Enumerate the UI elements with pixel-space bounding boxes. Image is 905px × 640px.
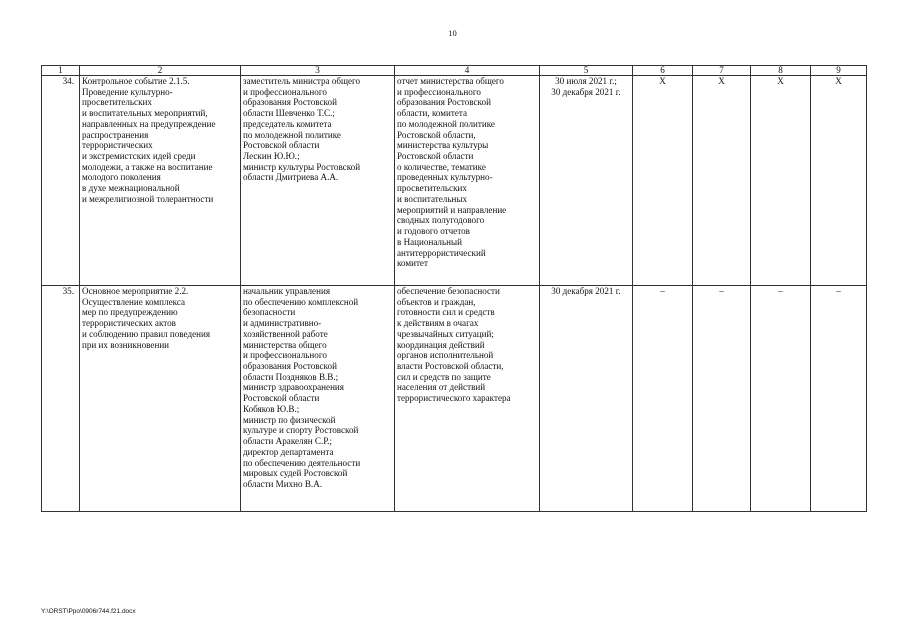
- row-number: 34.: [42, 76, 80, 286]
- page-number: 10: [448, 28, 457, 38]
- header-cell: 2: [80, 66, 241, 76]
- header-cell: 4: [395, 66, 540, 76]
- mark-cell: X: [633, 76, 693, 286]
- row-number: 35.: [42, 286, 80, 512]
- header-cell: 3: [241, 66, 395, 76]
- header-cell: 5: [540, 66, 633, 76]
- date-cell: 30 декабря 2021 г.: [540, 286, 633, 512]
- mark-cell: X: [751, 76, 811, 286]
- document-file-path: Y:\ORST\Ppo\0906r744.f21.docx: [41, 608, 136, 615]
- header-cell: 1: [42, 66, 80, 76]
- mark-cell: –: [633, 286, 693, 512]
- result-cell: отчет министерства общего и профессионального образования Ростовской области, комитета по молодежной политике Ростовской области, министерства культуры Ростовской области о количестве, тематике проведенных культурно- просветительских и воспитательных мероприятий и направление сводных полугодового и годового отчетов в Национальный антитеррористический комитет: [395, 76, 540, 286]
- activity-cell: Основное мероприятие 2.2. Осуществление комплекса мер по предупреждению террористических актов и соблюдению правил поведения при их возникновении: [80, 286, 241, 512]
- table-header-row: [42, 66, 867, 76]
- mark-cell: –: [811, 286, 867, 512]
- result-cell: обеспечение безопасности объектов и граждан, готовности сил и средств к действиям в очагах чрезвычайных ситуаций; координация действий органов исполнительной власти Ростовской области, сил и средств по защите населения от действий террористического характера: [395, 286, 540, 512]
- mark-cell: X: [811, 76, 867, 286]
- header-cell: 7: [693, 66, 751, 76]
- mark-cell: –: [751, 286, 811, 512]
- table-row: [42, 286, 867, 512]
- mark-cell: X: [693, 76, 751, 286]
- responsible-cell: начальник управления по обеспечению комплексной безопасности и административно- хозяйственной работе министерства общего и профессионального образования Ростовской области Поздняков В.В.; министр здравоохранения Ростовской области Кобяков Ю.В.; министр по физической культуре и спорту Ростовской области Аракелян С.Р.; директор департамента по обеспечению деятельности мировых судей Ростовской области Михно В.А.: [241, 286, 395, 512]
- header-cell: 8: [751, 66, 811, 76]
- date-cell: 30 июля 2021 г.; 30 декабря 2021 г.: [540, 76, 633, 286]
- table-row: [42, 76, 867, 286]
- header-cell: 6: [633, 66, 693, 76]
- mark-cell: –: [693, 286, 751, 512]
- responsible-cell: заместитель министра общего и профессионального образования Ростовской области Шевченко Т.С.; председатель комитета по молодежной политике Ростовской области Лескин Ю.Ю.; министр культуры Ростовской области Дмитриева А.А.: [241, 76, 395, 286]
- header-cell: 9: [811, 66, 867, 76]
- plan-table: [41, 65, 867, 512]
- activity-cell: Контрольное событие 2.1.5. Проведение культурно- просветительских и воспитательных мероприятий, направленных на предупреждение распространения террористических и экстремистских идей среди молодежи, а также на воспитание молодого поколения в духе межнациональной и межрелигиозной толерантности: [80, 76, 241, 286]
